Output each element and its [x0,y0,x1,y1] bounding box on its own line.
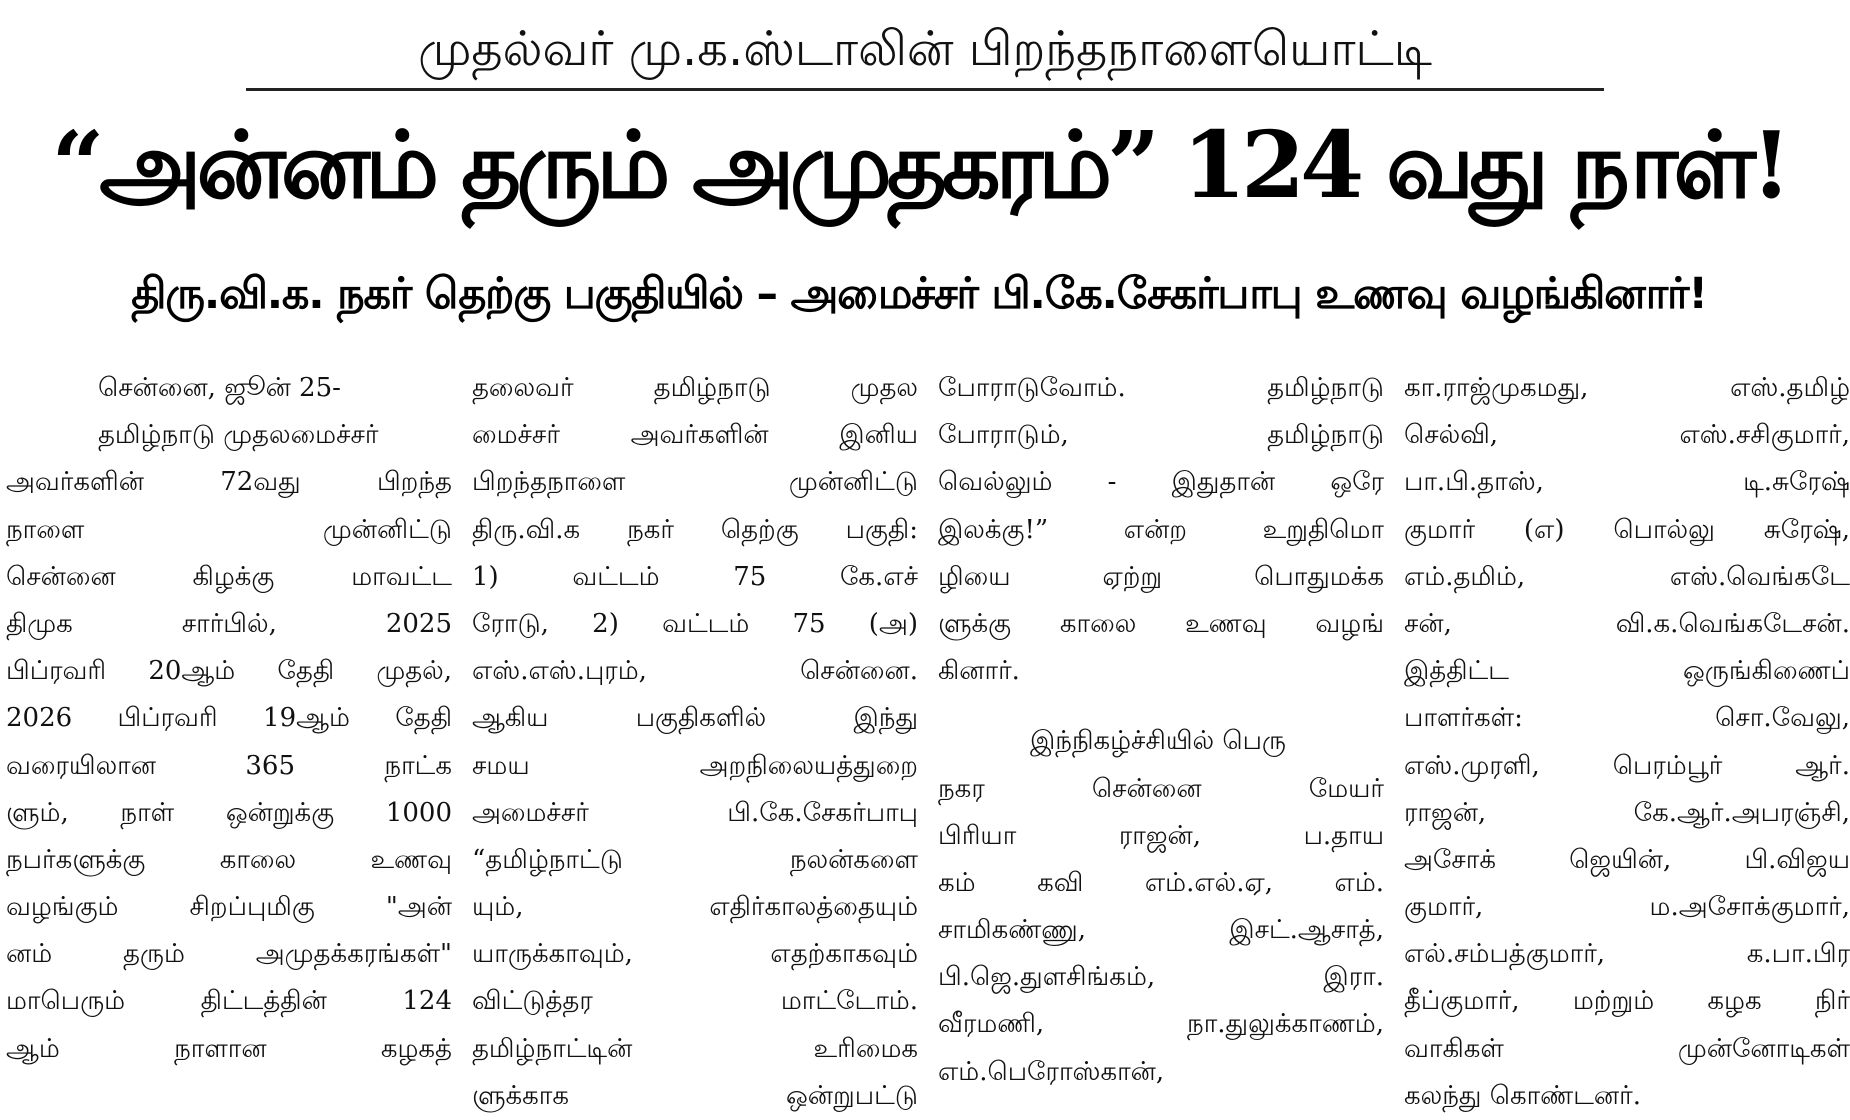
body-line: ழியை ஏற்று பொதுமக்க [938,561,1384,592]
subheadline: திரு.வி.க. நகர் தெற்கு பகுதியில் – அமைச்சர் பி.கே.சேகர்பாபு உணவு வழங்கினார்! [131,269,1707,319]
body-line: இத்திட்ட ஒருங்கிணைப் [1404,656,1850,687]
body-line: செல்வி, எஸ்.சசிகுமார், [1404,420,1850,451]
body-line: பா.பி.தாஸ், டி.சுரேஷ் [1404,467,1850,498]
body-line: ளும், நாள் ஒன்றுக்கு 1000 [6,797,452,828]
body-line: மாபெரும் திட்டத்தின் 124 [6,986,452,1017]
body-line: நபர்களுக்கு காலை உணவு [6,844,452,875]
body-line: 1) வட்டம் 75 கே.எச் [472,561,918,592]
article-body [0,365,1850,1111]
body-line: நாளை முன்னிட்டு [6,514,452,545]
body-line: வழங்கும் சிறப்புமிகு "அன் [6,892,452,923]
body-line: இந்நிகழ்ச்சியில் பெரு [1030,726,1287,757]
body-line: எஸ்.எஸ்.புரம், சென்னை. [472,656,918,687]
body-line: இலக்கு!” என்ற உறுதிமொ [938,514,1384,545]
article-column-1 [6,365,452,1064]
body-line: எம்.தமிம், எஸ்.வெங்கடே [1404,561,1850,592]
headline: “அன்னம் தரும் அமுதகரம்” 124 வது நாள்! [51,111,1787,219]
kicker-heading: முதல்வர் மு.க.ஸ்டாலின் பிறந்தநாளையொட்டி [418,21,1432,77]
body-line: கம் கவி எம்.எல்.ஏ, எம். [938,867,1384,898]
body-line: விட்டுத்தர மாட்டோம். [472,986,918,1017]
body-line: குமார், ம.அசோக்குமார், [1404,892,1850,923]
article-column-2 [472,365,918,1111]
body-line: பிரியா ராஜன், ப.தாய [938,820,1384,851]
body-line: சென்னை கிழக்கு மாவட்ட [6,561,452,592]
body-line: போராடுவோம். தமிழ்நாடு [938,373,1384,403]
body-line: 2026 பிப்ரவரி 19ஆம் தேதி [6,703,452,734]
body-line: அவர்களின் 72வது பிறந்த [6,467,452,498]
body-line: வெல்லும் - இதுதான் ஒரே [938,467,1384,498]
body-line: னம் தரும் அமுதக்கரங்கள்" [6,939,452,970]
body-line: ராஜன், கே.ஆர்.அபரஞ்சி, [1404,797,1850,828]
body-line: பாளர்கள்: சொ.வேலு, [1404,703,1850,734]
body-line: அசோக் ஜெயின், பி.விஜய [1404,844,1850,875]
body-line: கா.ராஜ்முகமது, எஸ்.தமிழ் [1404,373,1850,403]
body-line: வீரமணி, நா.துலுக்காணம், [938,1009,1384,1040]
body-line: கினார். [938,656,1020,687]
body-line: தமிழ்நாட்டின் உரிமைக [472,1033,918,1064]
body-line: பி.ஜெ.துளசிங்கம், இரா. [938,962,1384,993]
body-line: கலந்து கொண்டனர். [1404,1080,1641,1111]
body-line: சாமிகண்ணு, இசட்.ஆசாத், [938,915,1384,946]
body-line: தீப்குமார், மற்றும் கழக நிர் [1404,986,1850,1017]
body-line: யும், எதிர்காலத்தையும் [472,892,918,923]
body-line: ரோடு, 2) வட்டம் 75 (அ) [472,608,918,639]
body-line: மைச்சர் அவர்களின் இனிய [472,420,918,451]
body-line: போராடும், தமிழ்நாடு [938,420,1384,451]
body-line: ஆகிய பகுதிகளில் இந்து [472,703,918,734]
article-column-3 [938,365,1384,1087]
body-line: வரையிலான 365 நாட்க [6,750,452,781]
body-line: தலைவர் தமிழ்நாடு முதல [472,373,918,403]
body-line: தமிழ்நாடு முதலமைச்சர் [98,420,379,451]
kicker-underline [246,88,1604,91]
body-line: திரு.வி.க நகர் தெற்கு பகுதி: [472,514,918,545]
dateline: சென்னை, ஜூன் 25- [98,373,341,403]
body-line: வாகிகள் முன்னோடிகள் [1404,1033,1850,1064]
body-line: எம்.பெரோஸ்கான், [938,1056,1165,1087]
body-line: அமைச்சர் பி.கே.சேகர்பாபு [472,797,918,828]
body-line: யாருக்காவும், எதற்காகவும் [472,939,918,970]
body-line: நகர சென்னை மேயர் [938,773,1384,804]
body-line: ளுக்கு காலை உணவு வழங் [938,608,1384,639]
body-line: குமார் (எ) பொல்லு சுரேஷ், [1404,514,1850,545]
body-line: ஆம் நாளான கழகத் [6,1033,452,1064]
article-column-4 [1404,365,1850,1111]
body-line: சமய அறநிலையத்துறை [472,750,918,781]
body-line: ளுக்காக ஒன்றுபட்டு [472,1080,918,1111]
body-line: “தமிழ்நாட்டு நலன்களை [472,844,918,875]
paragraph-gap [938,695,1384,718]
body-line: எல்.சம்பத்குமார், க.பா.பிர [1404,939,1850,970]
body-line: சன், வி.க.வெங்கடேசன். [1404,608,1850,639]
body-line: திமுக சார்பில், 2025 [6,608,452,639]
body-line: பிறந்தநாளை முன்னிட்டு [472,467,918,498]
body-line: பிப்ரவரி 20ஆம் தேதி முதல், [6,656,452,687]
body-line: எஸ்.முரளி, பெரம்பூர் ஆர். [1404,750,1850,781]
